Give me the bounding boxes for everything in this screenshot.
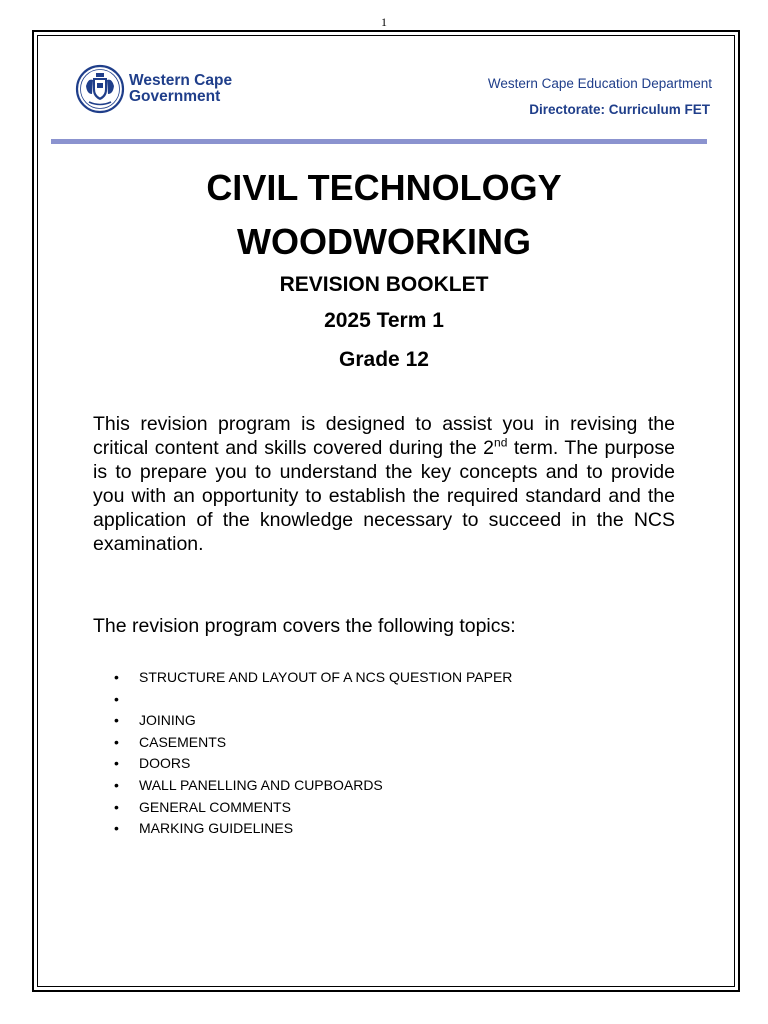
page-number: 1 <box>381 15 387 29</box>
topic-label: GENERAL COMMENTS <box>139 798 291 815</box>
list-item <box>114 818 512 840</box>
topics-intro: The revision program covers the following topics: <box>93 615 516 637</box>
title-line-1: CIVIL TECHNOLOGY <box>206 167 562 208</box>
bullet-icon: • <box>114 690 119 707</box>
list-item <box>114 775 512 797</box>
intro-part-2: term. The purpose is to prepare you to understand the key concepts and to provide you with an opportunity to establish the required standard and the application of the knowledge necessary to succeed in the NCS examination. <box>93 437 675 555</box>
topic-label: CASEMENTS <box>139 733 227 750</box>
government-logo <box>75 64 232 114</box>
bullet-icon: • <box>114 733 119 750</box>
logo-line-2: Government <box>129 88 221 105</box>
topic-label: JOINING <box>139 712 196 729</box>
directorate-name: Directorate: Curriculum FET <box>529 102 710 117</box>
list-item <box>114 732 512 754</box>
intro-paragraph <box>93 412 675 556</box>
topic-label: WALL PANELLING AND CUPBOARDS <box>139 776 383 793</box>
topic-label: STRUCTURE AND LAYOUT OF A NCS QUESTION PAPER <box>139 669 513 685</box>
header-divider <box>51 139 707 144</box>
bullet-icon: • <box>114 669 119 685</box>
title-line-2: WOODWORKING <box>237 221 531 262</box>
topic-label: MARKING GUIDELINES <box>139 820 294 837</box>
bullet-icon: • <box>114 798 119 815</box>
logo-text <box>129 73 232 105</box>
list-item <box>114 797 512 819</box>
list-item <box>114 753 512 775</box>
grade: Grade 12 <box>339 348 429 371</box>
subtitle: REVISION BOOKLET <box>279 273 489 296</box>
coat-of-arms-icon <box>75 64 125 114</box>
topic-label: DOORS <box>139 755 191 772</box>
term: 2025 Term 1 <box>324 309 444 332</box>
department-name: Western Cape Education Department <box>487 76 712 91</box>
intro-superscript: nd <box>494 435 508 450</box>
bullet-icon: • <box>114 820 119 837</box>
bullet-icon: • <box>114 776 119 793</box>
bullet-icon: • <box>114 712 119 729</box>
list-item <box>114 667 512 689</box>
list-item <box>114 710 512 732</box>
intro-part-1: This revision program is designed to assist you in revising the critical content and skills covered during the 2 <box>93 413 675 459</box>
topics-list <box>114 667 512 840</box>
logo-line-1: Western Cape <box>129 72 233 89</box>
bullet-icon: • <box>114 755 119 772</box>
list-item <box>114 689 512 711</box>
